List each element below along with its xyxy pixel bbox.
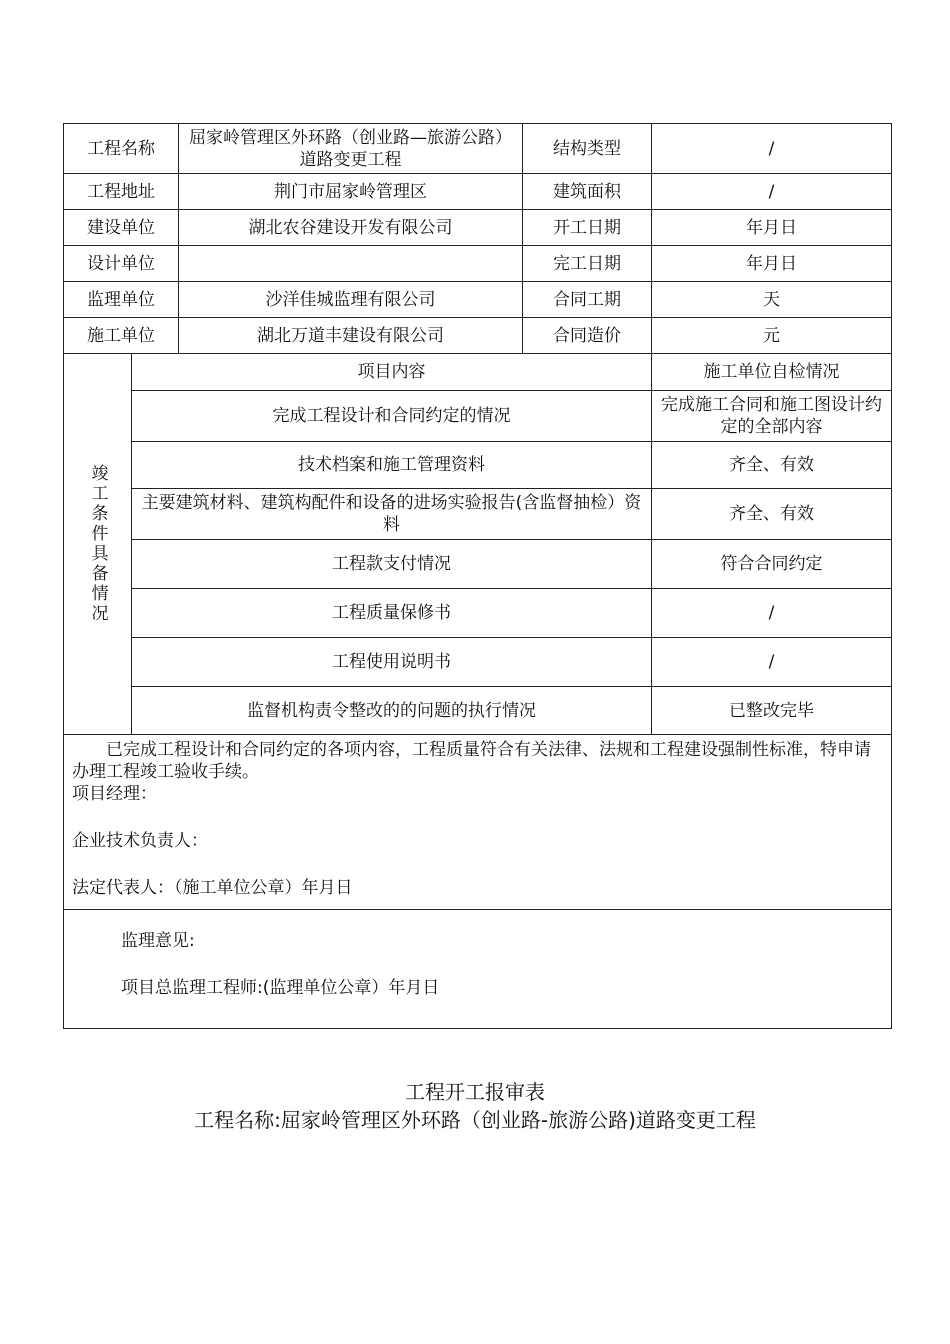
tech-lead-line: 企业技术负责人： — [72, 831, 208, 851]
declaration-text: 已完成工程设计和合同约定的各项内容，工程质量符合有关法律、法规和工程建设强制性标准，特申请办理工程竣工验收手续。 — [72, 740, 871, 782]
value-contract-period: 天 — [652, 282, 892, 318]
condition-row — [64, 638, 892, 687]
condition-status: 齐全、有效 — [652, 442, 892, 489]
label-contract-price: 合同造价 — [523, 318, 652, 354]
form-table — [63, 123, 892, 1029]
label-project-name: 工程名称 — [64, 124, 179, 174]
condition-status: 齐全、有效 — [652, 489, 892, 540]
next-form-heading — [0, 1078, 950, 1134]
label-completion-date: 完工日期 — [523, 246, 652, 282]
conditions-header-status: 施工单位自检情况 — [652, 354, 892, 391]
info-row-designer — [64, 246, 892, 282]
value-contract-price: 元 — [652, 318, 892, 354]
info-row-owner — [64, 210, 892, 246]
condition-row — [64, 589, 892, 638]
condition-status: 已整改完毕 — [652, 687, 892, 735]
label-owner: 建设单位 — [64, 210, 179, 246]
value-completion-date: 年月日 — [652, 246, 892, 282]
legal-rep-line: 法定代表人：（施工单位公章）年月日 — [72, 878, 353, 898]
label-contractor: 施工单位 — [64, 318, 179, 354]
label-building-area: 建筑面积 — [523, 174, 652, 210]
condition-row — [64, 489, 892, 540]
supervision-opinion: 监理意见: — [121, 931, 195, 951]
condition-status: / — [652, 589, 892, 638]
condition-item: 工程质量保修书 — [132, 589, 652, 638]
value-project-name: 屈家岭管理区外环路（创业路—旅游公路）道路变更工程 — [179, 124, 523, 174]
declaration-cell — [64, 735, 892, 910]
condition-item: 主要建筑材料、建筑构配件和设备的进场实验报告(含监督抽检）资料 — [132, 489, 652, 540]
label-designer: 设计单位 — [64, 246, 179, 282]
value-start-date: 年月日 — [652, 210, 892, 246]
chief-supervisor-line: 项目总监理工程师:(监理单位公章）年月日 — [121, 978, 440, 998]
condition-row — [64, 540, 892, 589]
info-row-supervisor — [64, 282, 892, 318]
label-address: 工程地址 — [64, 174, 179, 210]
info-row-contractor — [64, 318, 892, 354]
condition-item: 完成工程设计和合同约定的情况 — [132, 391, 652, 442]
conditions-header-item: 项目内容 — [132, 354, 652, 391]
label-start-date: 开工日期 — [523, 210, 652, 246]
condition-item: 技术档案和施工管理资料 — [132, 442, 652, 489]
info-row-address — [64, 174, 892, 210]
value-supervisor: 沙洋佳城监理有限公司 — [179, 282, 523, 318]
condition-status: 完成施工合同和施工图设计约定的全部内容 — [652, 391, 892, 442]
declaration-row — [64, 735, 892, 910]
completion-form — [63, 123, 891, 1029]
value-designer — [179, 246, 523, 282]
value-structure-type: / — [652, 124, 892, 174]
value-contractor: 湖北万道丰建设有限公司 — [179, 318, 523, 354]
value-address: 荆门市屈家岭管理区 — [179, 174, 523, 210]
info-row-project-name — [64, 124, 892, 174]
label-structure-type: 结构类型 — [523, 124, 652, 174]
value-owner: 湖北农谷建设开发有限公司 — [179, 210, 523, 246]
supervision-cell — [64, 910, 892, 1029]
value-building-area: / — [652, 174, 892, 210]
conditions-header-row — [64, 354, 892, 391]
condition-row — [64, 442, 892, 489]
condition-item: 工程款支付情况 — [132, 540, 652, 589]
condition-status: / — [652, 638, 892, 687]
supervision-row — [64, 910, 892, 1029]
condition-status: 符合合同约定 — [652, 540, 892, 589]
conditions-side-label: 竣工条件具备情况 — [64, 354, 132, 735]
condition-row — [64, 687, 892, 735]
project-manager-line: 项目经理： — [72, 784, 157, 804]
condition-row — [64, 391, 892, 442]
condition-item: 监督机构责令整改的的问题的执行情况 — [132, 687, 652, 735]
label-contract-period: 合同工期 — [523, 282, 652, 318]
next-form-project-line: 工程名称:屈家岭管理区外环路（创业路-旅游公路)道路变更工程 — [194, 1108, 756, 1132]
next-form-title: 工程开工报审表 — [405, 1080, 545, 1104]
condition-item: 工程使用说明书 — [132, 638, 652, 687]
label-supervisor: 监理单位 — [64, 282, 179, 318]
